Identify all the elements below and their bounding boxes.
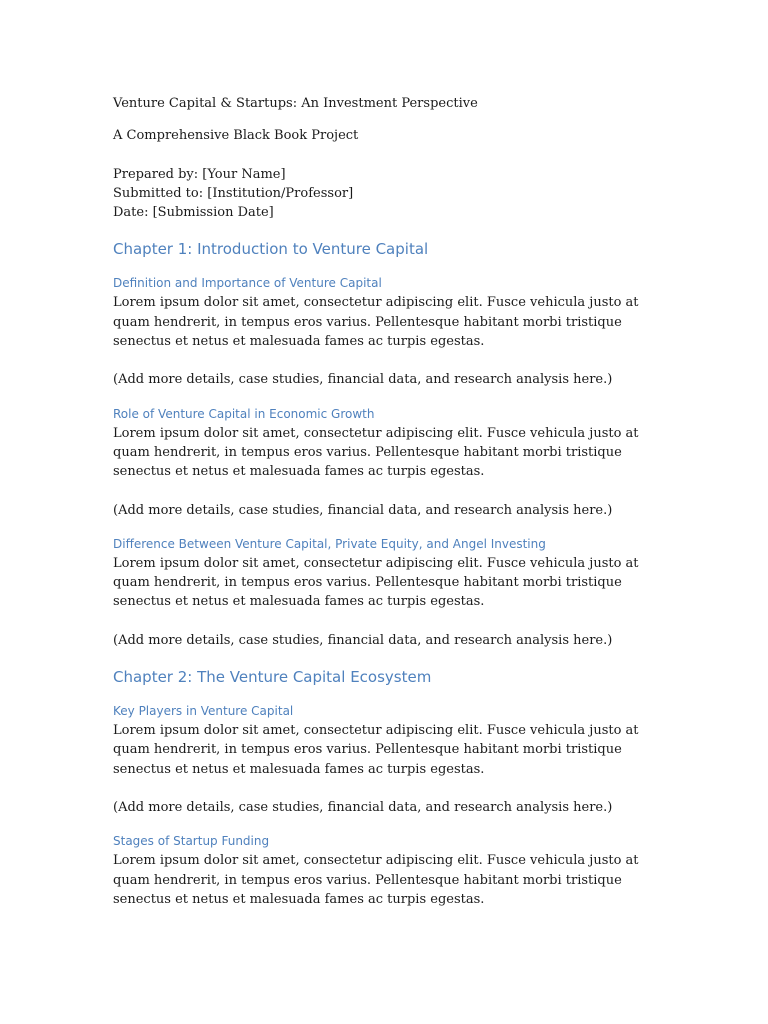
section-note: (Add more details, case studies, financial data, and research analysis here.) [113,372,613,388]
document-meta [113,165,678,223]
section-note: (Add more details, case studies, financial data, and research analysis here.) [113,799,613,815]
submission-date: Date: [Submission Date] [113,205,274,221]
section-body: Lorem ipsum dolor sit amet, consectetur adipiscing elit. Fusce vehicula justo at quam hendrerit, in tempus eros varius. Pellentesque habitant morbi tristique senectus et netus et malesuada fames ac turpis egestas. [113,425,639,480]
section-body: Lorem ipsum dolor sit amet, consectetur adipiscing elit. Fusce vehicula justo at quam hendrerit, in tempus eros varius. Pellentesque habitant morbi tristique senectus et netus et malesuada fames ac turpis egestas. [113,853,639,907]
section-heading: Stages of Startup Funding [113,834,270,849]
section-heading: Role of Venture Capital in Economic Growth [113,406,375,421]
submitted-to: Submitted to: [Institution/Professor] [113,185,354,201]
section-heading: Difference Between Venture Capital, Private Equity, and Angel Investing [113,536,546,551]
chapter-2-heading: Chapter 2: The Venture Capital Ecosystem [113,668,432,687]
section-note: (Add more details, case studies, financial data, and research analysis here.) [113,632,613,648]
section-body: Lorem ipsum dolor sit amet, consectetur adipiscing elit. Fusce vehicula justo at quam hendrerit, in tempus eros varius. Pellentesque habitant morbi tristique senectus et netus et malesuada fames ac turpis egestas. [113,723,639,777]
prepared-by: Prepared by: [Your Name] [113,166,286,182]
section-heading: Key Players in Venture Capital [113,704,294,719]
document-subtitle: A Comprehensive Black Book Project [113,128,359,144]
document-title: Venture Capital & Startups: An Investment Perspective [113,96,478,111]
section-body: Lorem ipsum dolor sit amet, consectetur adipiscing elit. Fusce vehicula justo at quam hendrerit, in tempus eros varius. Pellentesque habitant morbi tristique senectus et netus et malesuada fames ac turpis egestas. [113,555,639,610]
chapter-1-heading: Chapter 1: Introduction to Venture Capital [113,240,429,259]
section-heading: Definition and Importance of Venture Capital [113,276,382,291]
section-note: (Add more details, case studies, financial data, and research analysis here.) [113,502,613,518]
section-body: Lorem ipsum dolor sit amet, consectetur adipiscing elit. Fusce vehicula justo at quam hendrerit, in tempus eros varius. Pellentesque habitant morbi tristique senectus et netus et malesuada fames ac turpis egestas. [113,295,639,350]
